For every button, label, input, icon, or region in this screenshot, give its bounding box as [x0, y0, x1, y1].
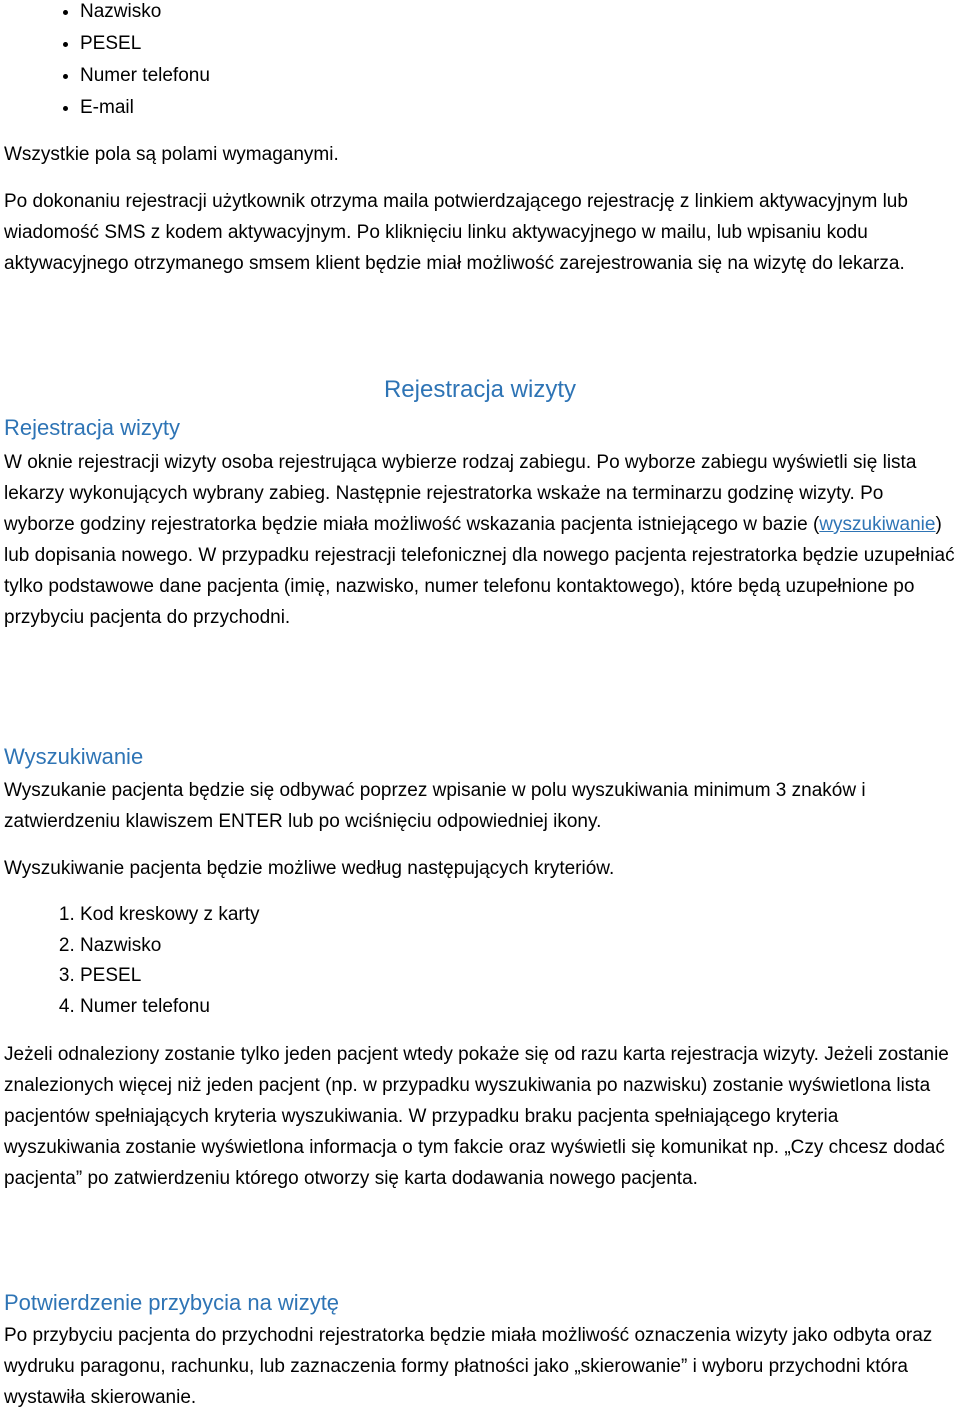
list-item: • Numer telefonu — [80, 60, 210, 92]
registration-text-end: ) lub dopisania nowego. W przypadku rejestracji telefonicznej dla nowego pacjenta rejestratorka będzie uzupełniać tylko podstawowe dane pacjenta (imię, nazwisko, numer telefonu kontaktowego), które będą uzupełnione po przybyciu pacjenta do przychodni. — [4, 514, 955, 628]
search-criteria-list — [40, 900, 260, 1022]
search-paragraph-2: Wyszukiwanie pacjenta będzie możliwe według następujących kryteriów. — [4, 858, 615, 879]
arrival-paragraph: Po przybyciu pacjenta do przychodni rejestratorka będzie miała możliwość oznaczenia wizyty jako odbyta oraz wydruku paragonu, rachunku, lub zaznaczenia formy płatności jako „skierowanie” i wyboru przychodni która wystawiła skierowanie. — [4, 1325, 933, 1408]
required-note: Wszystkie pola są polami wymaganymi. — [4, 144, 339, 165]
registration-text-start: W oknie rejestracji wizyty osoba rejestrująca wybierze rodzaj zabiegu. Po wyborze zabiegu wyświetli się lista lekarzy wykonujących wybrany zabieg. Następnie rejestratorka wskaże na terminarzu godzinę wizyty. Po wyborze godziny rejestratorka będzie miała możliwość wskazania pacjenta istniejącego w bazie ( — [4, 452, 917, 535]
arrival-heading: Potwierdzenie przybycia na wizytę — [4, 1290, 340, 1315]
list-item: • Nazwisko — [80, 0, 210, 28]
list-item: • E-mail — [80, 92, 210, 124]
search-link[interactable]: wyszukiwanie — [819, 514, 936, 535]
search-paragraph-1: Wyszukanie pacjenta będzie się odbywać poprzez wpisanie w polu wyszukiwania minimum 3 znaków i zatwierdzeniu klawiszem ENTER lub po wciśnięciu odpowiedniej ikony. — [4, 780, 866, 832]
activation-paragraph: Po dokonaniu rejestracji użytkownik otrzyma maila potwierdzającego rejestrację z linkiem aktywacyjnym lub wiadomość SMS z kodem aktywacyjnym. Po kliknięciu linku aktywacyjnego w mailu, lub wpisaniu kodu aktywacyjnego otrzymanego smsem klient będzie miał możliwość zarejestrowania się na wizytę do lekarza. — [4, 191, 908, 274]
registration-heading: Rejestracja wizyty — [4, 415, 181, 440]
list-item: 1. Kod kreskowy z karty — [80, 900, 260, 931]
list-item: 4. Numer telefonu — [80, 992, 260, 1023]
list-item: 2. Nazwisko — [80, 931, 260, 962]
registration-heading-centered: Rejestracja wizyty — [383, 376, 577, 403]
search-paragraph-3: Jeżeli odnaleziony zostanie tylko jeden pacjent wtedy pokaże się od razu karta rejestracja wizyty. Jeżeli zostanie znalezionych więcej niż jeden pacjent (np. w przypadku wyszukiwania po nazwisku) zostanie wyświetlona lista pacjentów spełniających kryteria wyszukiwania. W przypadku braku pacjenta spełniającego kryteria wyszukiwania zostanie wyświetlona informacja o tym fakcie oraz wyświetli się komunikat np. „Czy chcesz dodać pacjenta” po zatwierdzeniu którego otworzy się karta dodawania nowego pacjenta. — [4, 1044, 949, 1189]
search-heading: Wyszukiwanie — [4, 744, 144, 769]
required-fields-list — [36, 0, 210, 124]
list-item: • PESEL — [80, 28, 210, 60]
registration-paragraph — [4, 447, 958, 633]
list-item: 3. PESEL — [80, 961, 260, 992]
